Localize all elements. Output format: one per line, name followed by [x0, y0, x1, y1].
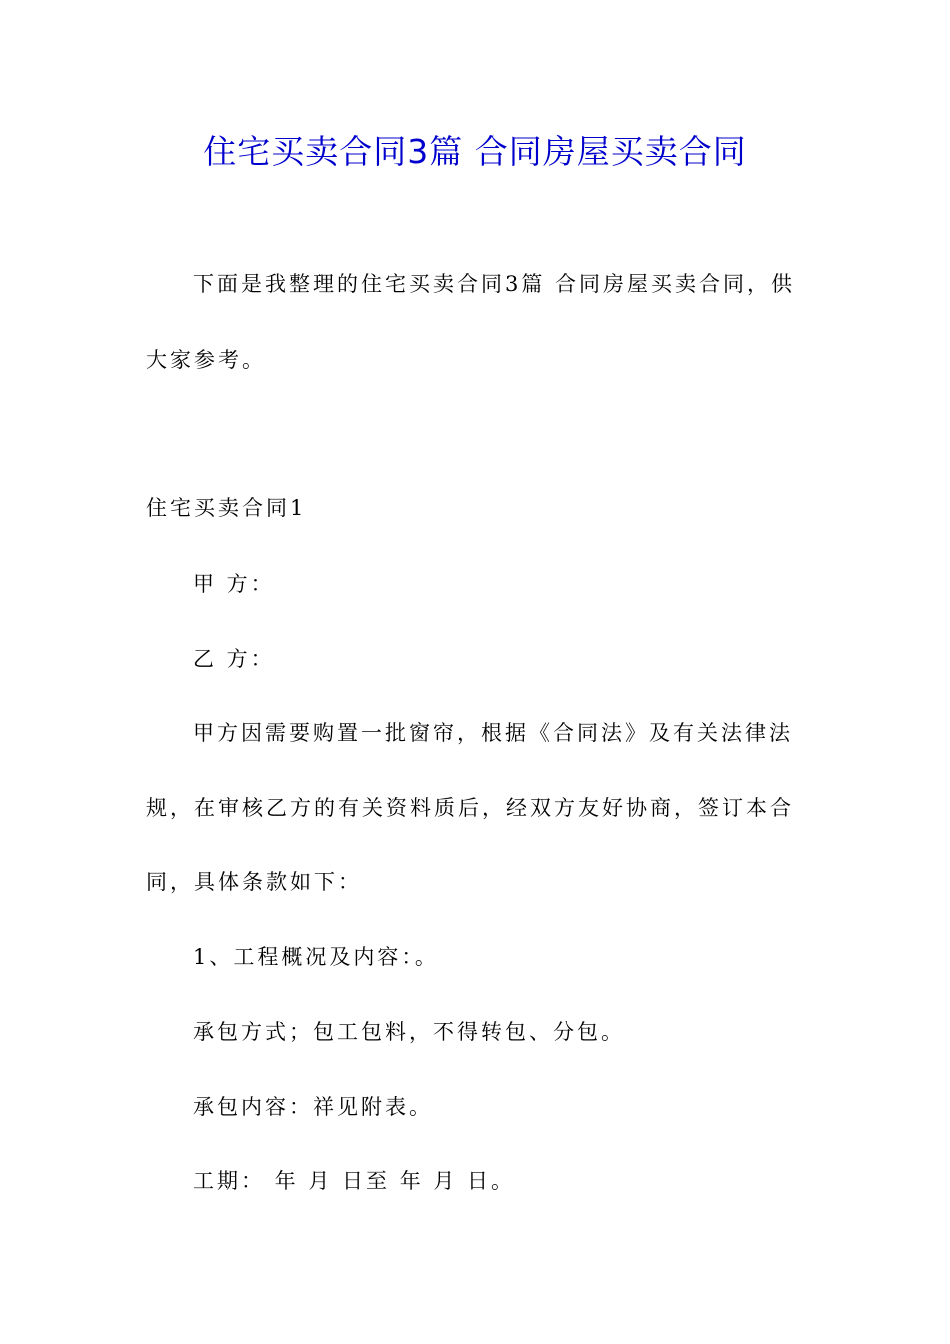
contract-content: 承包内容：祥见附表。: [193, 1095, 433, 1119]
contract-method: 承包方式；包工包料，不得转包、分包。: [193, 1020, 625, 1044]
party-b-label: 乙 方：: [193, 647, 275, 671]
document-title: 住宅买卖合同3篇 合同房屋买卖合同: [203, 132, 747, 171]
intro-line-2: 大家参考。: [146, 348, 266, 372]
paragraph-1-line-1: 甲方因需要购置一批窗帘，根据《合同法》及有关法律法: [193, 721, 793, 745]
section-heading: 住宅买卖合同1: [146, 496, 307, 520]
schedule-line: 工期： 年 月 日至 年 月 日。: [193, 1169, 516, 1193]
party-a-label: 甲 方：: [193, 572, 275, 596]
intro-line-1: 下面是我整理的住宅买卖合同3篇 合同房屋买卖合同，供: [193, 272, 796, 296]
paragraph-1-line-3: 同，具体条款如下：: [146, 870, 362, 894]
item-1-project-overview: 1、工程概况及内容：。: [193, 945, 439, 969]
paragraph-1-line-2: 规，在审核乙方的有关资料质后，经双方友好协商，签订本合: [146, 796, 794, 820]
